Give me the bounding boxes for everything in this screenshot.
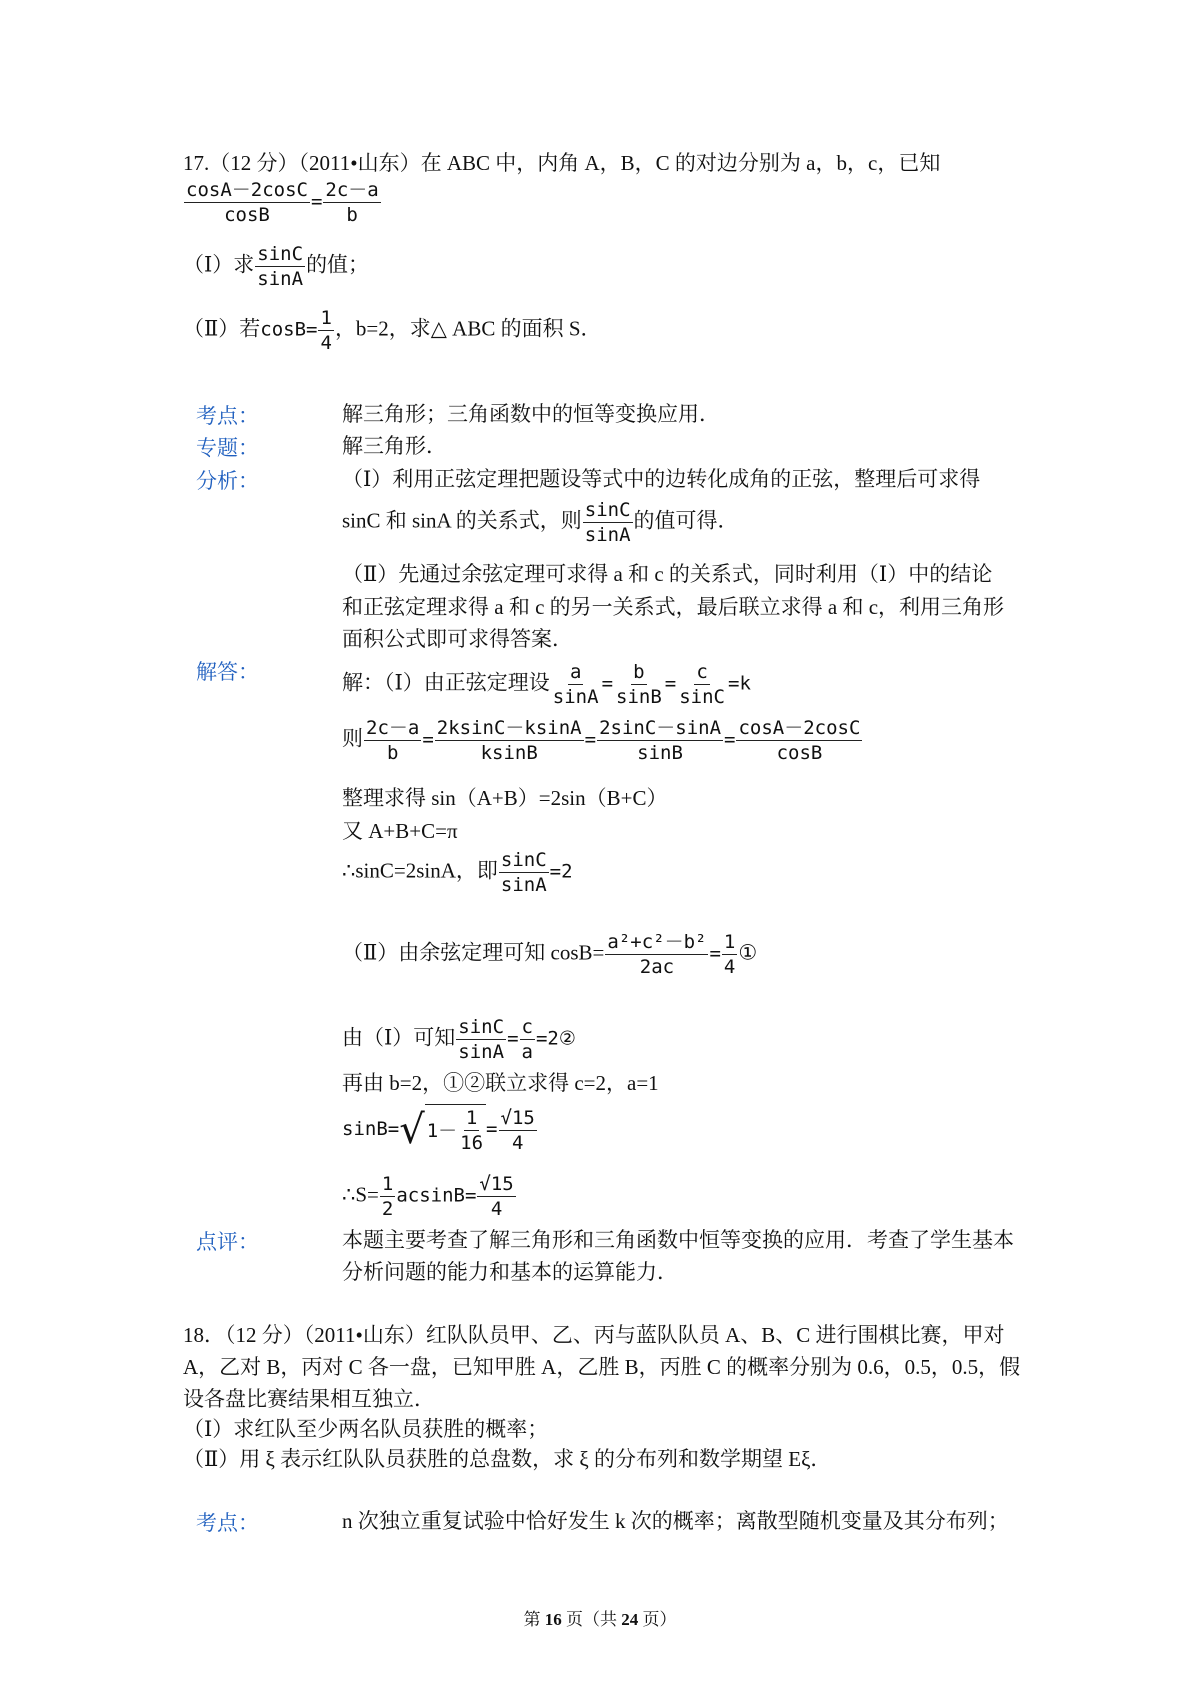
jieda-fraction: $\frac{√15}{4}$ (479, 1173, 514, 1220)
q17-jieda-line8: 再由 b=2，①②联立求得 c=2，a=1 (342, 1071, 659, 1095)
q17-jieda-line6: （Ⅱ）由余弦定理可知 cosB= $\frac{\text{a²+c²－b²}}{2ac}$ = $\frac{1}{4}$ ① (342, 931, 758, 978)
jieda-fraction: $\frac{2c-a}{b}$ (366, 717, 420, 764)
sqrt-expression: √ 1－ $\frac{1}{16}$ (399, 1104, 486, 1156)
q17-header: 17.（12 分）（2011•山东）在 ABC 中，内角 A，B，C 的对边分别为 a，b，c，已知 (183, 151, 941, 175)
q17-dianping-line1: 本题主要考查了解三角形和三角函数中恒等变换的应用．考查了学生基本 (342, 1228, 1014, 1252)
jieda-fraction: $\frac{a}{\sin A}$ (552, 661, 599, 708)
jieda-fraction: $\frac{\sin C}{\sin A}$ (458, 1016, 505, 1063)
part2-fraction: $\frac{1}{4}$ (320, 307, 332, 354)
jieda-fraction: $\frac{\sin C}{\sin A}$ (500, 849, 547, 896)
jieda-fraction: $\frac{1}{2}$ (381, 1173, 394, 1220)
fenxi-fraction: $\frac{\sin C}{\sin A}$ (584, 499, 631, 546)
q17-jieda-line10: ∴S= $\frac{1}{2}$ acsinB= $\frac{√15}{4}$ (342, 1173, 514, 1220)
q17-jieda-line3: 整理求得 sin（A+B）=2sin（B+C） (342, 786, 668, 810)
q17-fenxi-line1: （Ⅰ）利用正弦定理把题设等式中的边转化成角的正弦，整理后可求得 (342, 467, 981, 491)
q17-jieda-line5: ∴sinC=2sinA，即 $\frac{\sin C}{\sin A}$ =2 (342, 849, 573, 896)
page-number: 第 16 页（共 24 页） (523, 1610, 677, 1629)
q17-kaodian: 解三角形；三角函数中的恒等变换应用． (342, 402, 720, 426)
jieda-fraction: $\frac{\cos A-2\cos C}{\cos B}$ (738, 717, 861, 764)
q17-zhuanti: 解三角形． (342, 434, 447, 458)
part1-fraction: $\frac{\sin C}{\sin A}$ (257, 243, 304, 290)
q18-line4: （Ⅰ）求红队至少两名队员获胜的概率； (183, 1417, 549, 1441)
q17-fenxi-line5: 面积公式即可求得答案． (342, 627, 573, 651)
q18-line3: 设各盘比赛结果相互独立． (183, 1387, 435, 1411)
q17-jieda-label: 解答： (196, 661, 259, 684)
current-page: 16 (544, 1610, 562, 1629)
jieda-fraction: $\frac{c}{\sin C}$ (679, 661, 725, 708)
jieda-fraction: $\frac{b}{\sin B}$ (616, 661, 662, 708)
jieda-fraction: $\frac{\text{a²+c²－b²}}{2ac}$ (607, 931, 707, 978)
q17-kaodian-label: 考点： (196, 405, 259, 428)
q18-kaodian-label: 考点： (196, 1512, 259, 1535)
given-fraction-left: $\frac{\cos A-2\cos C}{\cos B}$ (186, 179, 308, 226)
jieda-fraction: $\frac{1}{16}$ (460, 1107, 484, 1154)
q17-fenxi-line2: sinC 和 sinA 的关系式，则 $\frac{\sin C}{\sin A}$ 的值可得． (342, 499, 739, 546)
q18-kaodian: n 次独立重复试验中恰好发生 k 次的概率；离散型随机变量及其分布列； (342, 1509, 1009, 1533)
q17-jieda-line9: sinB= √ 1－ $\frac{1}{16}$ = $\frac{√15}{4}$ (342, 1104, 538, 1156)
given-fraction-right: $\frac{2c-a}{b}$ (325, 179, 379, 226)
jieda-fraction: $\frac{2\sin C-\sin A}{\sin B}$ (599, 717, 722, 764)
q17-zhuanti-label: 专题： (196, 437, 259, 460)
jieda-fraction: $\frac{c}{a}$ (521, 1016, 533, 1063)
q17-part2: （Ⅱ）若cosB= $\frac{1}{4}$ ，b=2，求△ ABC 的面积 S． (183, 307, 602, 354)
q17-dianping-label: 点评： (196, 1231, 259, 1254)
q17-jieda-line2: 则 $\frac{2c-a}{b}$ = $\frac{2ksinC-ksinA}{ksinB}$ = $\frac{2\sin C-\sin A}{\sin B}$ = $\frac{\cos A-2\cos C}{\cos B}$ (342, 717, 861, 764)
q17-jieda-line7: 由（Ⅰ）可知 $\frac{\sin C}{\sin A}$ = $\frac{c}{a}$ =2② (342, 1016, 576, 1063)
q18-line2: A，乙对 B，丙对 C 各一盘，已知甲胜 A，乙胜 B，丙胜 C 的概率分别为 0.6，0.5，0.5，假 (183, 1355, 1021, 1379)
q17-given-equation: $\frac{\cos A-2\cos C}{\cos B}$ = $\frac{2c-a}{b}$ (186, 179, 379, 226)
q17-dianping-line2: 分析问题的能力和基本的运算能力． (342, 1260, 678, 1284)
q17-part1: （Ⅰ）求 $\frac{\sin C}{\sin A}$ 的值； (183, 243, 370, 290)
q17-fenxi-label: 分析： (196, 470, 259, 493)
q17-fenxi-line4: 和正弦定理求得 a 和 c 的另一关系式，最后联立求得 a 和 c，利用三角形 (342, 595, 1005, 619)
jieda-fraction: $\frac{2ksinC-ksinA}{ksinB}$ (436, 717, 582, 764)
q17-fenxi-line3: （Ⅱ）先通过余弦定理可求得 a 和 c 的关系式，同时利用（Ⅰ）中的结论 (342, 562, 993, 586)
q17-jieda-line1: 解：（Ⅰ）由正弦定理设 $\frac{a}{\sin A}$ = $\frac{b}{\sin B}$ = $\frac{c}{\sin C}$ =k (342, 661, 751, 708)
jieda-fraction: $\frac{1}{4}$ (723, 931, 736, 978)
q18-line5: （Ⅱ）用 ξ 表示红队队员获胜的总盘数，求 ξ 的分布列和数学期望 Eξ． (183, 1447, 832, 1471)
total-pages: 24 (621, 1610, 639, 1629)
jieda-fraction: $\frac{√15}{4}$ (500, 1106, 535, 1154)
q18-line1: 18．（12 分）（2011•山东）红队队员甲、乙、丙与蓝队队员 A、B、C 进行围棋比赛，甲对 (183, 1323, 1005, 1347)
q17-jieda-line4: 又 A+B+C=π (342, 819, 458, 843)
